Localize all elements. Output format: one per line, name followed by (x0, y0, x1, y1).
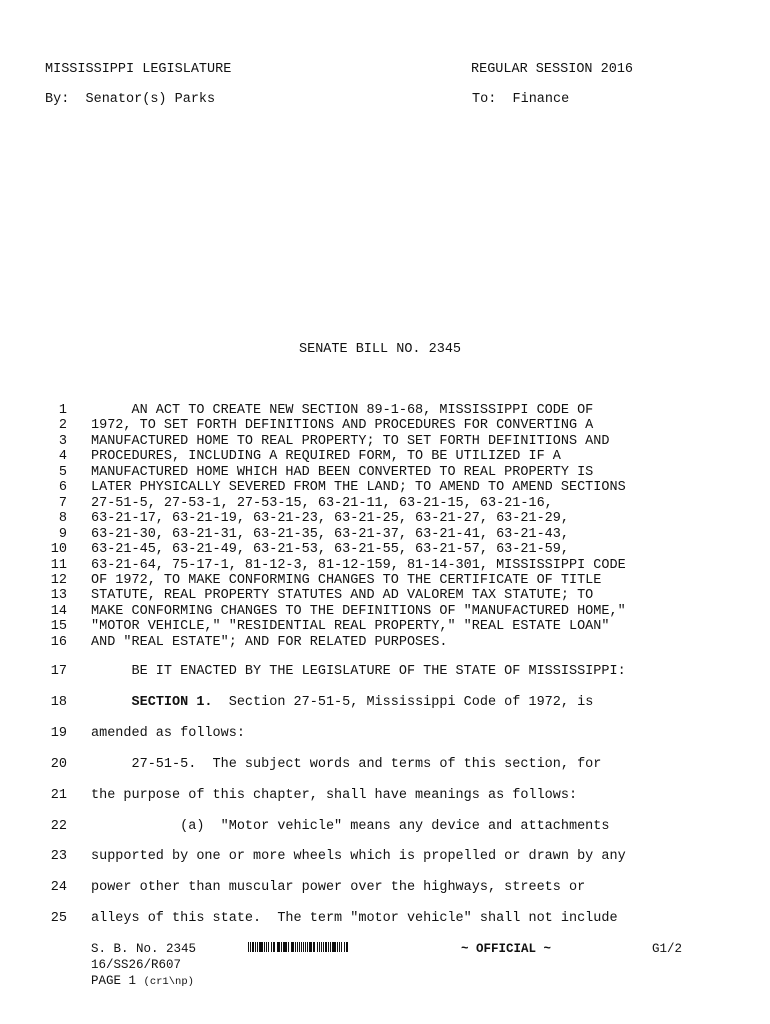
sponsor-line: By: Senator(s) Parks (45, 92, 216, 107)
title-line: 1972, TO SET FORTH DEFINITIONS AND PROCEDURES FOR CONVERTING A (91, 418, 594, 434)
body-line: supported by one or more wheels which is propelled or drawn by any (91, 849, 626, 865)
barcode-bar (273, 942, 274, 952)
line-number: 2 (58, 418, 67, 434)
legislature-name: MISSISSIPPI LEGISLATURE (45, 62, 232, 77)
barcode-bar (297, 942, 298, 952)
section-heading: SECTION 1. (131, 694, 213, 710)
footer-official-mark: ~ OFFICIAL ~ (461, 942, 552, 956)
barcode-bar (268, 942, 270, 952)
barcode-bar (266, 942, 267, 952)
line-number: 5 (58, 464, 67, 480)
line-number: 14 (50, 603, 67, 619)
bill-title: SENATE BILL NO. 2345 (299, 342, 462, 357)
line-number: 11 (50, 557, 67, 573)
line-number: 8 (58, 511, 67, 527)
barcode-bar (291, 942, 292, 952)
line-number: 23 (50, 849, 67, 865)
line-number: 17 (50, 664, 67, 679)
title-line: PROCEDURES, INCLUDING A REQUIRED FORM, TO BE UTILIZED IF A (91, 449, 561, 465)
title-line: MANUFACTURED HOME WHICH HAD BEEN CONVERTED TO REAL PROPERTY IS (91, 464, 594, 480)
barcode-bar (305, 942, 306, 952)
title-line: MAKE CONFORMING CHANGES TO THE DEFINITIONS OF "MANUFACTURED HOME," (91, 603, 626, 619)
barcode-bar (339, 942, 340, 952)
title-line: AND "REAL ESTATE"; AND FOR RELATED PURPOSES. (91, 634, 448, 650)
body-line (91, 695, 593, 710)
barcode-bar (301, 942, 302, 952)
title-line: 63-21-17, 63-21-19, 63-21-23, 63-21-25, 63-21-27, 63-21-29, (91, 511, 569, 527)
line-number: 25 (50, 911, 67, 927)
barcode-bar (347, 942, 348, 952)
footer-bill-ref: S. B. No. 2345 (91, 942, 197, 956)
body-line: (a) "Motor vehicle" means any device and attachments (91, 818, 610, 834)
committee-line: To: Finance (472, 92, 570, 107)
barcode-bar (295, 942, 296, 952)
footer-page-code: G1/2 (652, 942, 683, 956)
page-label: PAGE 1 (91, 974, 137, 988)
session-label: REGULAR SESSION 2016 (471, 62, 634, 77)
barcode-bar (281, 942, 282, 952)
body-line: the purpose of this chapter, shall have meanings as follows: (91, 787, 578, 803)
title-line: 63-21-64, 75-17-1, 81-12-3, 81-12-159, 81-14-301, MISSISSIPPI CODE (91, 557, 626, 573)
title-line: 63-21-45, 63-21-49, 63-21-53, 63-21-55, 63-21-57, 63-21-59, (91, 542, 569, 558)
barcode-bar (313, 942, 314, 952)
title-line: OF 1972, TO MAKE CONFORMING CHANGES TO THE CERTIFICATE OF TITLE (91, 572, 602, 588)
title-line: 27-51-5, 27-53-1, 27-53-15, 63-21-11, 63-21-15, 63-21-16, (91, 495, 553, 511)
body-line: power other than muscular power over the highways, streets or (91, 880, 586, 896)
barcode-bar (248, 942, 249, 952)
barcode-bar (288, 942, 289, 952)
line-number: 24 (50, 880, 67, 896)
barcode-bar (333, 942, 335, 952)
barcode-bar (299, 942, 300, 952)
line-number: 6 (58, 480, 67, 496)
barcode-bar (259, 942, 260, 952)
barcode-bar (292, 942, 294, 952)
line-number: 15 (50, 619, 67, 635)
barcode-bar (309, 942, 311, 952)
barcode-bar (328, 942, 329, 952)
title-line: MANUFACTURED HOME TO REAL PROPERTY; TO SET FORTH DEFINITIONS AND (91, 433, 610, 449)
line-number: 3 (58, 433, 67, 449)
barcode-bar (283, 942, 285, 952)
body-line: BE IT ENACTED BY THE LEGISLATURE OF THE STATE OF MISSISSIPPI: (91, 664, 626, 679)
barcode-bar (278, 942, 280, 952)
barcode-bar (330, 942, 331, 952)
barcode-bar (325, 942, 327, 952)
barcode-bar (314, 942, 315, 952)
barcode-bar (341, 942, 343, 952)
line-number: 19 (50, 725, 67, 741)
section-text: Section 27-51-5, Mississippi Code of 1972, is (212, 694, 594, 710)
line-number: 22 (50, 818, 67, 834)
line-number: 13 (50, 588, 67, 604)
barcode-bar (303, 942, 305, 952)
body-line: amended as follows: (91, 725, 245, 741)
line-number: 9 (58, 526, 67, 542)
line-number: 10 (50, 542, 67, 558)
barcode-image (248, 942, 356, 952)
title-line: LATER PHYSICALLY SEVERED FROM THE LAND; TO AMEND TO AMEND SECTIONS (91, 480, 626, 496)
title-line: AN ACT TO CREATE NEW SECTION 89-1-68, MISSISSIPPI CODE OF (91, 403, 594, 418)
barcode-bar (317, 942, 318, 952)
line-number: 4 (58, 449, 67, 465)
barcode-bar (337, 942, 338, 952)
line-number: 12 (50, 572, 67, 588)
body-line: 27-51-5. The subject words and terms of this section, for (91, 756, 602, 772)
title-line: "MOTOR VEHICLE," "RESIDENTIAL REAL PROPERTY," "REAL ESTATE LOAN" (91, 619, 610, 635)
barcode-bar (271, 942, 272, 952)
footer-session-code: 16/SS26/R607 (91, 958, 182, 972)
line-number: 7 (58, 495, 67, 511)
body-line: alleys of this state. The term "motor vehicle" shall not include (91, 911, 618, 927)
page-suffix: (cr1\np) (143, 976, 194, 988)
barcode-bar (252, 942, 254, 952)
barcode-bar (346, 942, 347, 952)
barcode-bar (319, 942, 321, 952)
barcode-bar (323, 942, 324, 952)
line-number: 16 (50, 634, 67, 650)
line-number: 18 (50, 694, 67, 710)
footer-page-number (91, 974, 194, 988)
title-line: 63-21-30, 63-21-31, 63-21-35, 63-21-37, 63-21-41, 63-21-43, (91, 526, 569, 542)
barcode-bar (257, 942, 258, 952)
barcode-bar (321, 942, 322, 952)
barcode-bar (250, 942, 251, 952)
barcode-bar (274, 942, 275, 952)
barcode-bar (332, 942, 333, 952)
barcode-bar (277, 942, 278, 952)
line-number: 20 (50, 756, 67, 772)
line-number: 21 (50, 787, 67, 803)
line-number: 1 (58, 403, 67, 418)
barcode-bar (307, 942, 308, 952)
barcode-bar (286, 942, 287, 952)
barcode-bar (255, 942, 256, 952)
barcode-bar (344, 942, 345, 952)
title-line: STATUTE, REAL PROPERTY STATUTES AND AD VALOREM TAX STATUTE; TO (91, 588, 594, 604)
barcode-bar (260, 942, 262, 952)
barcode-bar (264, 942, 265, 952)
